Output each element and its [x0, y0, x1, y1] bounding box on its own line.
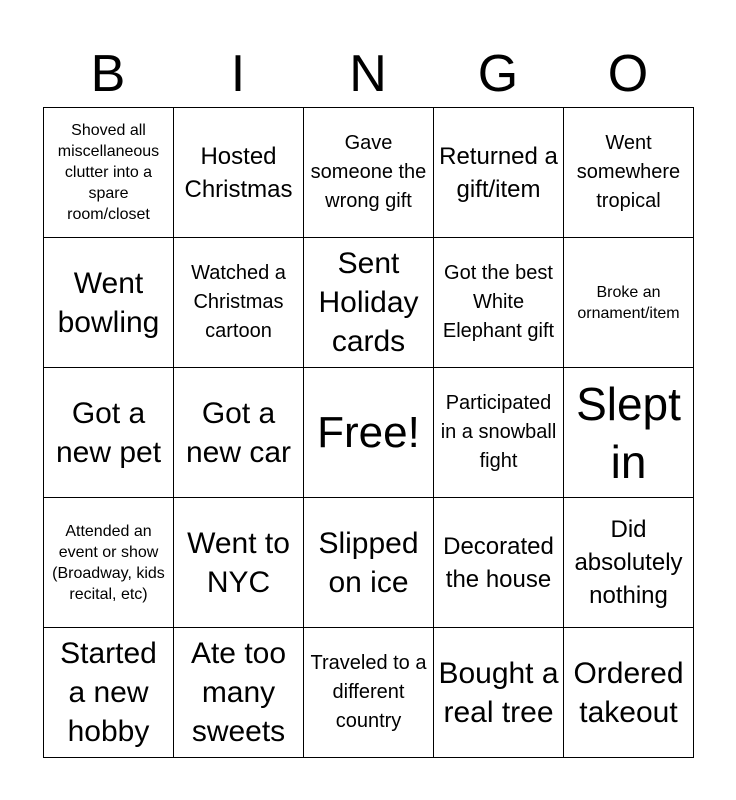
bingo-cell[interactable] [44, 108, 174, 238]
cell-text: Sent Holiday cards [318, 247, 419, 358]
bingo-cell[interactable] [304, 498, 434, 628]
cell-text: Went bowling [57, 266, 160, 339]
bingo-cell[interactable] [174, 108, 304, 238]
cell-text: Got the best White Elephant gift [442, 262, 555, 342]
header-letter-n: N [349, 45, 387, 103]
cell-text: Went to NYC [187, 526, 290, 599]
bingo-cell[interactable] [304, 628, 434, 758]
bingo-cell[interactable] [564, 498, 694, 628]
bingo-cell[interactable] [434, 368, 564, 498]
cell-text: Hosted Christmas [184, 142, 293, 203]
bingo-cell[interactable] [304, 238, 434, 368]
cell-text: Traveled to a different country [310, 652, 427, 732]
header-letter-o: O [607, 45, 649, 103]
bingo-cell[interactable] [434, 498, 564, 628]
bingo-cell[interactable] [44, 368, 174, 498]
bingo-header [43, 40, 693, 108]
cell-text: Decorated the house [443, 532, 554, 593]
cell-text: Got a new pet [55, 396, 162, 469]
bingo-cell[interactable] [174, 628, 304, 758]
cell-text: Broke an ornament/item [577, 283, 680, 322]
cell-text: Slipped on ice [318, 526, 419, 599]
bingo-cell[interactable] [564, 238, 694, 368]
bingo-cell[interactable] [434, 628, 564, 758]
cell-text: Watched a Christmas cartoon [191, 262, 286, 342]
cell-text: Attended an event or show (Broadway, kids recital, etc) [52, 522, 165, 603]
cell-text: Gave someone the wrong gift [310, 132, 427, 212]
cell-text: Slept in [576, 377, 681, 488]
bingo-cell[interactable] [174, 368, 304, 498]
cell-text: Bought a real tree [438, 656, 559, 729]
header-letter-i: I [230, 45, 246, 103]
cell-text: Started a new hobby [60, 637, 157, 748]
free-space-cell[interactable] [304, 368, 434, 498]
cell-text: Returned a gift/item [439, 142, 558, 203]
cell-text: Went somewhere tropical [576, 132, 681, 212]
bingo-cell[interactable] [564, 368, 694, 498]
cell-text: Ate too many sweets [190, 637, 287, 748]
header-letter-g: G [477, 45, 519, 103]
bingo-cell[interactable] [434, 108, 564, 238]
cell-text: Did absolutely nothing [574, 516, 683, 609]
bingo-cell[interactable] [434, 238, 564, 368]
bingo-cell[interactable] [304, 108, 434, 238]
bingo-cell[interactable] [44, 238, 174, 368]
cell-text: Ordered takeout [573, 656, 684, 729]
cell-text: Participated in a snowball fight [440, 392, 557, 472]
bingo-cell[interactable] [44, 498, 174, 628]
bingo-cell[interactable] [174, 238, 304, 368]
cell-text: Free! [317, 407, 420, 457]
bingo-cell[interactable] [44, 628, 174, 758]
cell-text: Got a new car [185, 396, 292, 469]
bingo-cell[interactable] [564, 628, 694, 758]
bingo-cell[interactable] [564, 108, 694, 238]
cell-text: Shoved all miscellaneous clutter into a spare room/closet [57, 122, 160, 223]
bingo-cell[interactable] [174, 498, 304, 628]
header-letter-b: B [90, 45, 126, 103]
bingo-grid [43, 107, 694, 758]
